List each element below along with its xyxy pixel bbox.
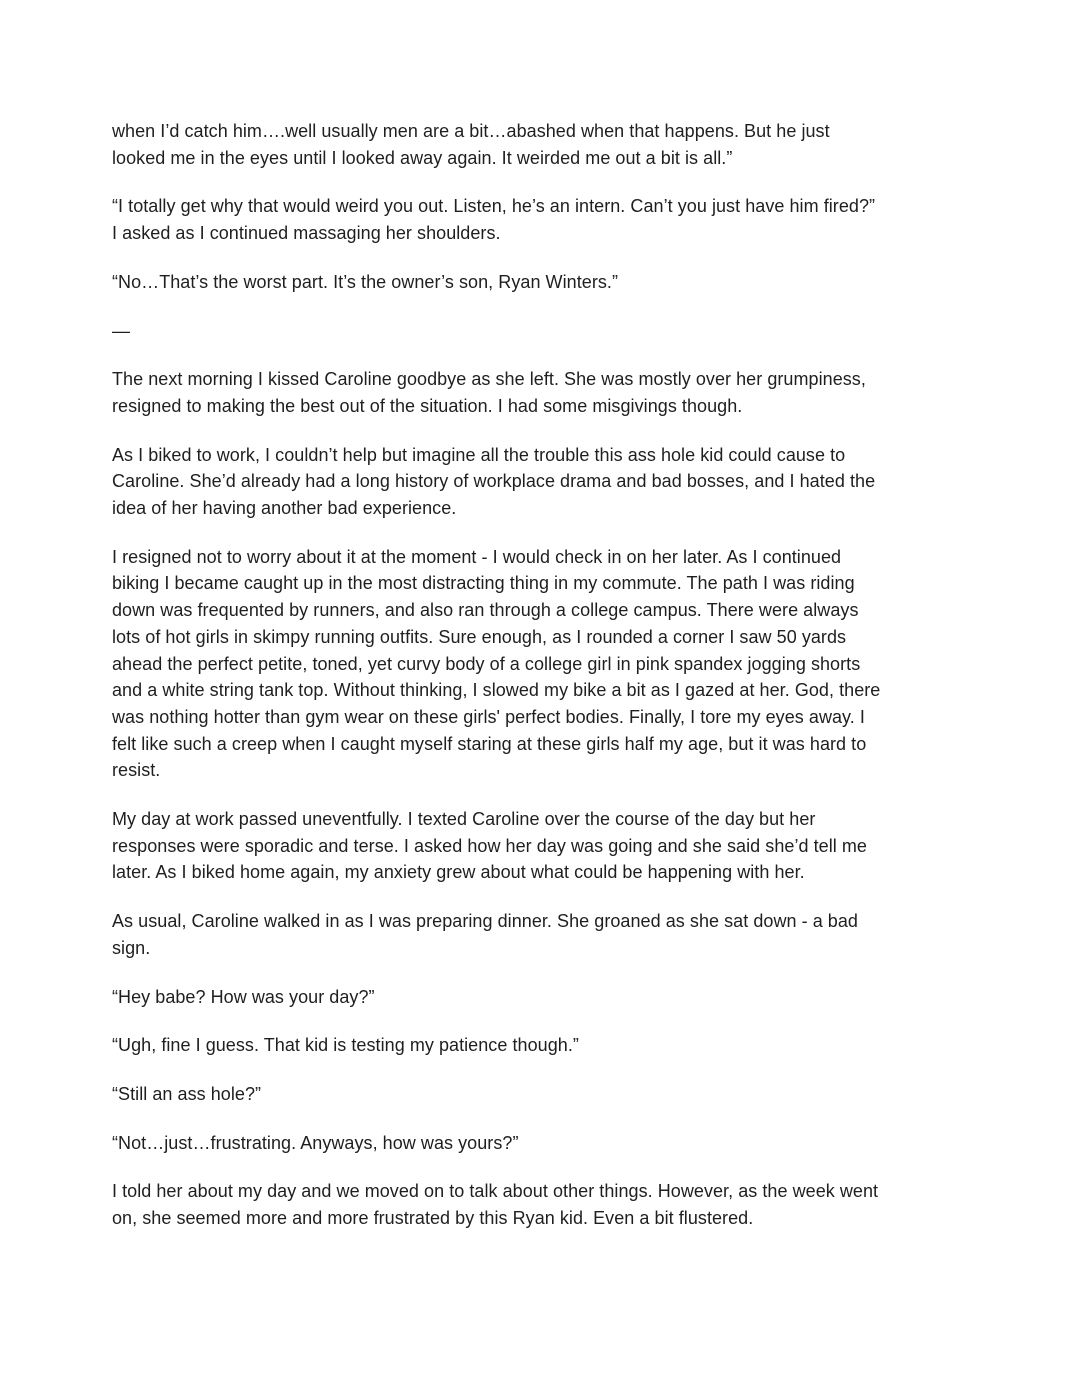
text-line: My day at work passed uneventfully. I texted Caroline over the course of the day but her xyxy=(112,809,816,830)
text-line: biking I became caught up in the most distracting thing in my commute. The path I was riding xyxy=(112,573,855,594)
text-line: The next morning I kissed Caroline goodbye as she left. She was mostly over her grumpiness, xyxy=(112,369,866,390)
text-line: on, she seemed more and more frustrated by this Ryan kid. Even a bit flustered. xyxy=(112,1208,754,1229)
text-line: looked me in the eyes until I looked away again. It weirded me out a bit is all.” xyxy=(112,147,733,168)
paragraph xyxy=(112,544,969,784)
paragraph xyxy=(112,1178,969,1231)
text-line: later. As I biked home again, my anxiety grew about what could be happening with her. xyxy=(112,862,805,883)
text-line: sign. xyxy=(112,937,151,958)
paragraph xyxy=(112,193,969,246)
text-line: As I biked to work, I couldn’t help but imagine all the trouble this ass hole kid could cause to xyxy=(112,444,846,465)
text-line: I asked as I continued massaging her shoulders. xyxy=(112,223,501,244)
text-line: felt like such a creep when I caught myself staring at these girls half my age, but it was hard to xyxy=(112,733,867,754)
paragraph xyxy=(112,442,969,522)
text-line: — xyxy=(112,320,131,341)
text-line: “Ugh, fine I guess. That kid is testing my patience though.” xyxy=(112,1035,579,1056)
paragraph xyxy=(112,366,969,419)
paragraph xyxy=(112,269,969,296)
text-line: As usual, Caroline walked in as I was preparing dinner. She groaned as she sat down - a bad xyxy=(112,911,858,932)
text-line: “Hey babe? How was your day?” xyxy=(112,986,375,1007)
paragraph xyxy=(112,984,969,1011)
paragraph xyxy=(112,1130,969,1157)
paragraph xyxy=(112,318,969,345)
text-line: ahead the perfect petite, toned, yet curvy body of a college girl in pink spandex jogging shorts xyxy=(112,653,861,674)
text-line: “No…That’s the worst part. It’s the owner’s son, Ryan Winters.” xyxy=(112,271,619,292)
text-line: idea of her having another bad experience. xyxy=(112,498,457,519)
text-line: when I’d catch him….well usually men are a bit…abashed when that happens. But he just xyxy=(112,121,830,141)
paragraph xyxy=(112,118,969,171)
text-line: resist. xyxy=(112,760,161,781)
text-line: “I totally get why that would weird you out. Listen, he’s an intern. Can’t you just have him fired?” xyxy=(112,196,876,217)
paragraph xyxy=(112,1032,969,1059)
text-line: down was frequented by runners, and also ran through a college campus. There were always xyxy=(112,600,859,621)
text-line: “Not…just…frustrating. Anyways, how was yours?” xyxy=(112,1132,519,1153)
paragraph xyxy=(112,806,969,886)
text-line: I resigned not to worry about it at the moment - I would check in on her later. As I continued xyxy=(112,546,842,567)
paragraph xyxy=(112,1081,969,1108)
text-line: resigned to making the best out of the situation. I had some misgivings though. xyxy=(112,395,743,416)
text-line: was nothing hotter than gym wear on these girls' perfect bodies. Finally, I tore my eyes away. I xyxy=(112,706,865,727)
text-line: Caroline. She’d already had a long history of workplace drama and bad bosses, and I hated the xyxy=(112,471,876,492)
text-line: and a white string tank top. Without thinking, I slowed my bike a bit as I gazed at her. God, there xyxy=(112,680,881,701)
text-line: responses were sporadic and terse. I asked how her day was going and she said she’d tell me xyxy=(112,835,867,856)
text-line: I told her about my day and we moved on to talk about other things. However, as the week went xyxy=(112,1181,879,1202)
text-line: “Still an ass hole?” xyxy=(112,1083,262,1104)
paragraph xyxy=(112,908,969,961)
document-body xyxy=(112,118,969,1232)
text-line: lots of hot girls in skimpy running outfits. Sure enough, as I rounded a corner I saw 50 yards xyxy=(112,626,847,647)
